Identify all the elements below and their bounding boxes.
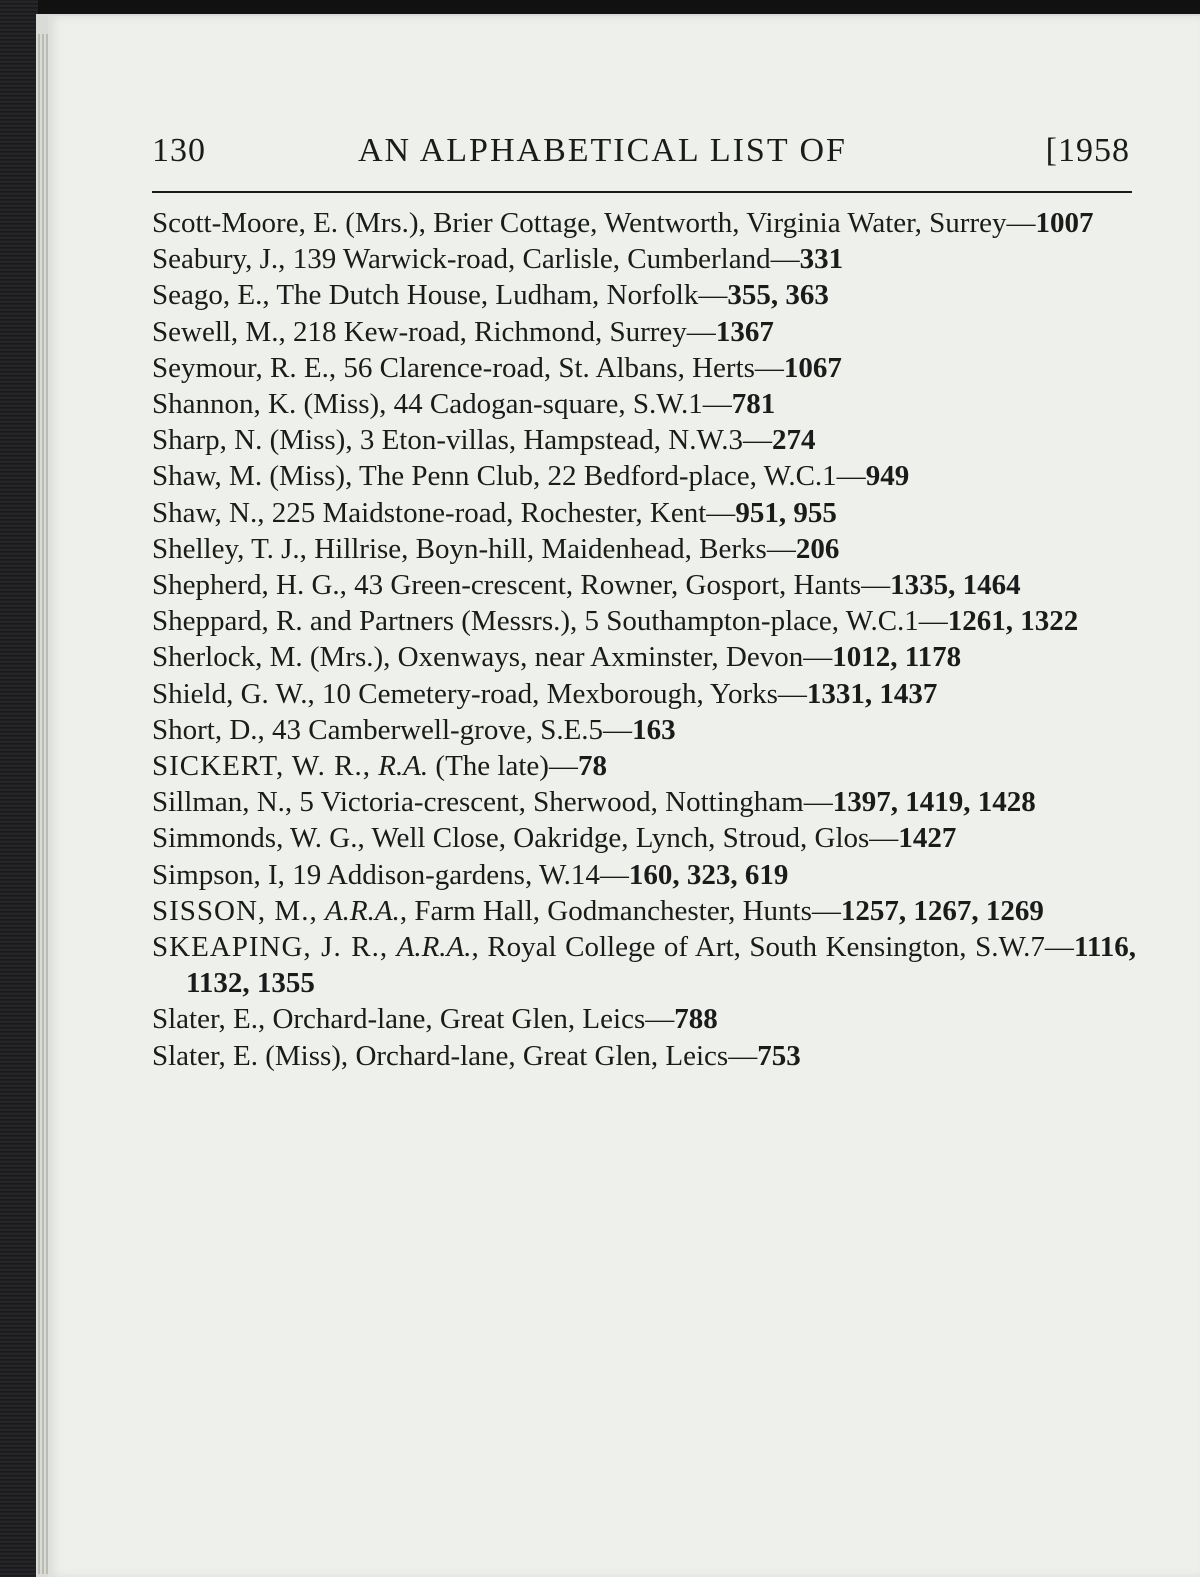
entry-address: (The late)— xyxy=(428,750,578,783)
entry-numbers: 1331, 1437 xyxy=(806,677,938,710)
page-header xyxy=(152,132,1130,176)
entry-name: Seago, E., xyxy=(152,279,270,312)
entry-numbers: 951, 955 xyxy=(735,496,837,529)
entry-address: 19 Addison-gardens, W.14— xyxy=(284,858,629,891)
year-label: [1958 xyxy=(1045,132,1130,169)
header-rule xyxy=(152,191,1132,193)
entry-address: Orchard-lane, Great Glen, Leics— xyxy=(348,1039,758,1072)
list-item xyxy=(152,1001,1136,1037)
list-item xyxy=(152,1038,1136,1074)
entry-title: A.R.A. xyxy=(324,894,400,927)
entry-numbers: 1257, 1267, 1269 xyxy=(840,894,1044,927)
entry-name: Shannon, K. (Miss), xyxy=(152,388,387,421)
list-item xyxy=(152,893,1136,929)
entry-address: 225 Maidstone-road, Rochester, Kent— xyxy=(264,496,736,529)
entry-numbers: 1427 xyxy=(898,822,957,855)
entry-address: 5 Victoria-crescent, Sherwood, Nottingham— xyxy=(292,786,833,819)
entry-address: Hillrise, Boyn-hill, Maidenhead, Berks— xyxy=(306,532,796,565)
entry-name: Short, D., xyxy=(152,713,265,746)
entry-name: Shaw, N., xyxy=(152,496,265,529)
entry-numbers: 331 xyxy=(799,243,844,276)
entry-address: Oxenways, near Axminster, Devon— xyxy=(390,641,833,674)
entry-name: Sharp, N. (Miss), xyxy=(152,424,353,457)
entry-numbers: 163 xyxy=(632,713,676,746)
list-item xyxy=(152,531,1136,567)
entry-numbers: 1261, 1322 xyxy=(947,605,1079,638)
entry-address: The Penn Club, 22 Bedford-place, W.C.1— xyxy=(352,460,866,493)
entry-address: 44 Cadogan-square, S.W.1— xyxy=(386,388,732,421)
entry-numbers: 160, 323, 619 xyxy=(628,858,789,891)
entry-name: Shaw, M. (Miss), xyxy=(152,460,353,493)
list-item xyxy=(152,241,1136,277)
list-item xyxy=(152,386,1136,422)
list-item xyxy=(152,712,1136,748)
list-item xyxy=(152,458,1136,494)
entry-address: , Royal College of Art, South Kensington, S.W.7— xyxy=(471,931,1074,964)
page-number: 130 xyxy=(152,132,206,169)
entry-numbers: 1067 xyxy=(783,351,842,384)
list-item xyxy=(152,495,1136,531)
list-item xyxy=(152,857,1136,893)
entry-numbers: 355, 363 xyxy=(727,279,829,312)
list-item xyxy=(152,820,1136,856)
entry-numbers: 781 xyxy=(731,388,776,421)
entry-name: SISSON, M., xyxy=(152,894,318,927)
list-item xyxy=(152,350,1136,386)
entry-numbers: 206 xyxy=(795,532,840,565)
entry-numbers: 1007 xyxy=(1035,207,1094,239)
entry-name: Sillman, N., xyxy=(152,786,293,819)
entry-name: Slater, E. (Miss), xyxy=(152,1039,349,1072)
list-item xyxy=(152,748,1136,784)
entry-name: Scott-Moore, E. (Mrs.), xyxy=(152,207,426,239)
entry-numbers: 1116, 1132, 1355 xyxy=(186,931,1136,1000)
entry-address: 5 Southampton-place, W.C.1— xyxy=(577,605,948,638)
entry-numbers: 788 xyxy=(674,1003,718,1036)
entry-address: 43 Green-crescent, Rowner, Gosport, Hants— xyxy=(346,569,891,602)
entry-address: 43 Camberwell-grove, S.E.5— xyxy=(264,713,633,746)
running-title: AN ALPHABETICAL LIST OF xyxy=(358,132,847,169)
page-edge-line xyxy=(42,34,44,1574)
list-item xyxy=(152,676,1136,712)
entry-name: Shepherd, H. G., xyxy=(152,569,347,602)
entry-numbers: 78 xyxy=(577,750,607,783)
entry-title: A.R.A. xyxy=(396,931,472,964)
entry-name: Sewell, M., xyxy=(152,315,286,348)
entry-name: Simmonds, W. G., xyxy=(152,822,365,855)
entry-numbers: 1335, 1464 xyxy=(890,569,1021,602)
entry-name: Sherlock, M. (Mrs.), xyxy=(152,641,391,674)
entry-numbers: 1367 xyxy=(715,315,774,348)
scan-left-border xyxy=(0,0,38,1577)
entry-address: 56 Clarence-road, St. Albans, Herts— xyxy=(336,351,784,384)
entry-name: Simpson, I, xyxy=(152,858,285,891)
entry-address: Orchard-lane, Great Glen, Leics— xyxy=(265,1003,675,1036)
entry-address: , Farm Hall, Godmanchester, Hunts— xyxy=(399,894,841,927)
entry-name: Shield, G. W., xyxy=(152,677,315,710)
entry-address: 3 Eton-villas, Hampstead, N.W.3— xyxy=(352,424,772,457)
list-item xyxy=(152,422,1136,458)
list-item xyxy=(152,314,1136,350)
list-item xyxy=(152,784,1136,820)
entry-address: The Dutch House, Ludham, Norfolk— xyxy=(269,279,728,312)
entry-name: Sheppard, R. and Partners (Messrs.), xyxy=(152,605,578,638)
entry-address: Brier Cottage, Wentworth, Virginia Water, Surrey— xyxy=(425,207,1036,239)
entry-title: R.A. xyxy=(378,750,429,783)
entry-name: Slater, E., xyxy=(152,1003,266,1036)
entry-list xyxy=(152,205,1136,1074)
entry-numbers: 274 xyxy=(771,424,816,457)
entry-name: Shelley, T. J., xyxy=(152,532,307,565)
entry-numbers: 1012, 1178 xyxy=(832,641,962,674)
page-edge-line xyxy=(38,34,40,1574)
entry-name: Seabury, J., xyxy=(152,243,286,276)
entry-numbers: 753 xyxy=(757,1039,801,1072)
entry-address: 10 Cemetery-road, Mexborough, Yorks— xyxy=(314,677,807,710)
list-item xyxy=(152,929,1136,1001)
entry-name: Seymour, R. E., xyxy=(152,351,337,384)
list-item xyxy=(152,205,1136,241)
list-item xyxy=(152,567,1136,603)
list-item xyxy=(152,277,1136,313)
entry-address: Well Close, Oakridge, Lynch, Stroud, Glos— xyxy=(364,822,899,855)
list-item xyxy=(152,603,1136,639)
entry-address: 139 Warwick-road, Carlisle, Cumberland— xyxy=(285,243,800,276)
list-item xyxy=(152,639,1136,675)
entry-name: SKEAPING, J. R., xyxy=(152,931,389,964)
entry-name: SICKERT, W. R., xyxy=(152,750,371,783)
entry-numbers: 1397, 1419, 1428 xyxy=(832,786,1036,819)
entry-address: 218 Kew-road, Richmond, Surrey— xyxy=(285,315,716,348)
entry-numbers: 949 xyxy=(865,460,910,493)
